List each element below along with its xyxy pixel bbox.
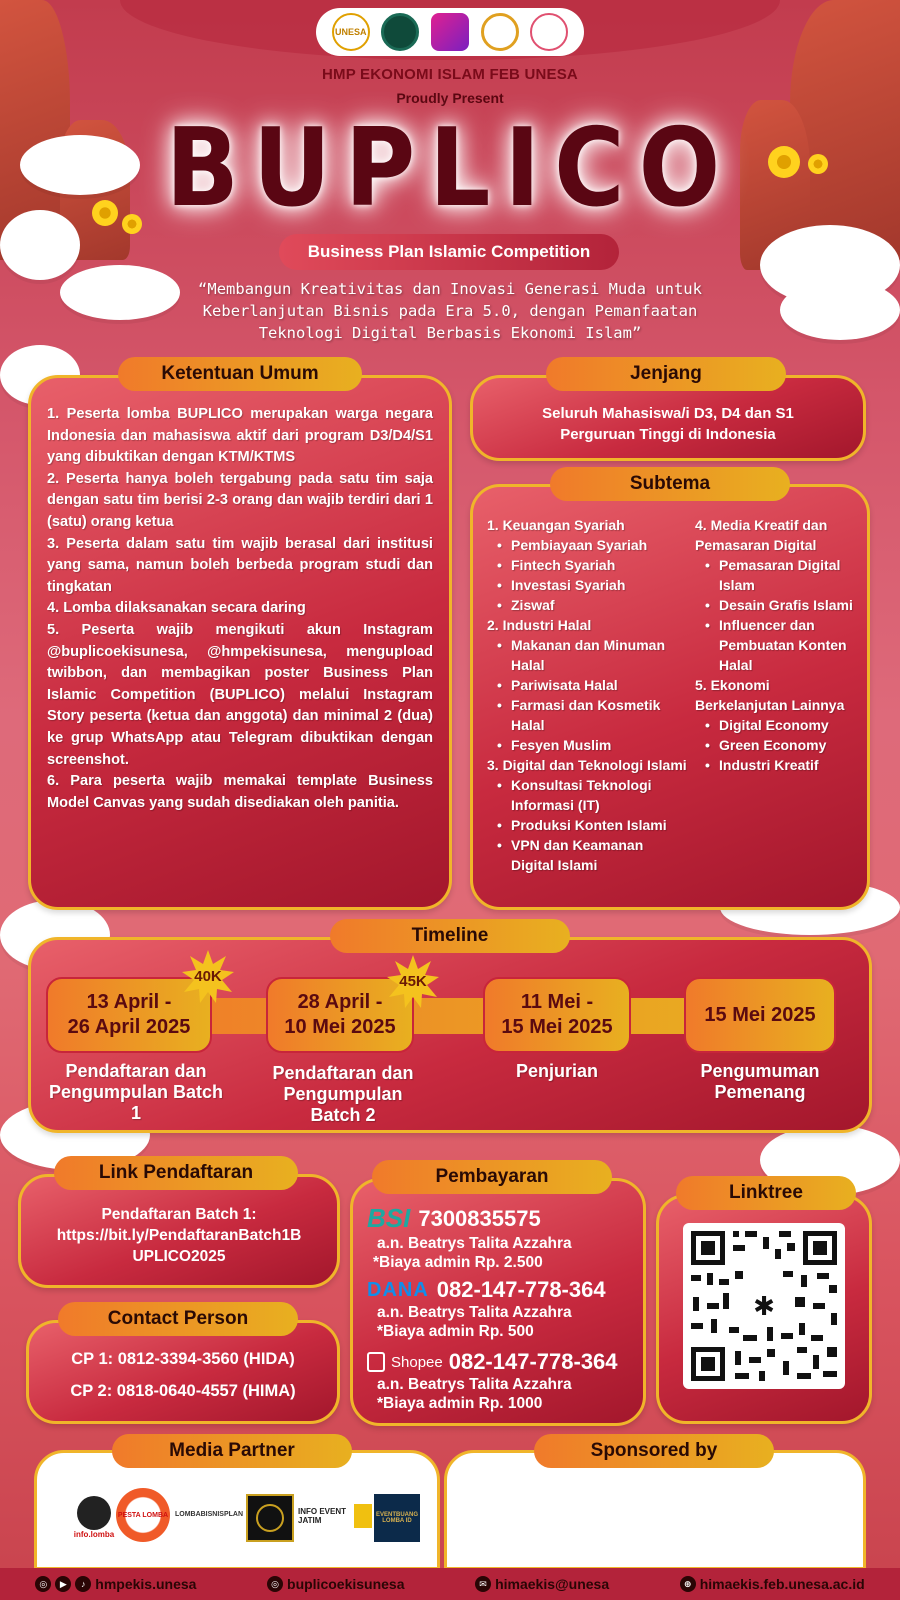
timeline-label: Pendaftaran dan Pengumpulan Batch 2 [272,1063,414,1125]
subtema-item: • Makanan dan Minuman Halal [497,635,687,675]
feb-logo [381,13,419,51]
web-icon: ⊕ [680,1576,696,1592]
linktree-card [656,1194,872,1424]
footer-text: hmpekis.unesa [95,1576,197,1592]
contact-phone[interactable]: CP 1: 0812-3394-3560 (HIDA) [71,1350,295,1368]
subtema-heading: 2. Industri Halal [487,617,592,633]
rule-item: 1. Peserta lomba BUPLICO merupakan warga negara Indonesia dan mahasiswa aktif dari program D3/D4/S1 yang dibuktikan dengan KTM/KTMS [47,406,433,466]
partner-logo-pestalomba: PESTA LOMBA [116,1488,170,1542]
qr-code-graphic [683,1223,845,1389]
logo-bar [316,8,584,56]
subtema-item: • Ziswaf [497,595,687,615]
footer-item[interactable] [475,1576,609,1592]
contact-text [29,1343,337,1407]
partner-logo-gold [246,1494,294,1542]
payment-fee: *Biaya admin Rp. 500 [377,1323,534,1340]
ketentuan-card [28,375,452,910]
footer-item[interactable] [35,1576,196,1592]
hmp-logo [481,13,519,51]
subtema-title: Subtema [550,467,790,501]
subtema-card [470,484,870,910]
payment-title: Pembayaran [372,1160,612,1194]
payment-number: 082-147-778-364 [436,1277,606,1302]
timeline-date-box [684,977,836,1053]
proudly-present: Proudly Present [396,90,504,106]
price-badge [180,948,236,1004]
contact-phone[interactable]: CP 2: 0818-0640-4557 (HIMA) [70,1382,296,1400]
footer-text: buplicoekisunesa [287,1576,405,1592]
tiktok-icon: ♪ [75,1576,91,1592]
event-title: BUPLICO [165,105,735,231]
linktree-title: Linktree [676,1176,856,1210]
subtema-item: • Digital Economy [705,715,855,735]
event-subtitle: Business Plan Islamic Competition [279,234,619,270]
subtema-item: • Industri Kreatif [705,755,855,775]
media-partner-title: Media Partner [112,1434,352,1468]
cloud [780,280,900,340]
payment-name: a.n. Beatrys Talita Azzahra [377,1304,572,1321]
instagram-icon: ◎ [267,1576,283,1592]
shopee-icon [367,1352,385,1372]
partner-logo-infoeventjatim: INFO EVENT JATIM [298,1504,372,1528]
payment-method [367,1203,637,1272]
timeline-date: 13 April - [86,991,172,1013]
sponsor-card [444,1450,866,1570]
payment-fee: *Biaya admin Rp. 1000 [377,1395,543,1412]
timeline-date: 28 April - [297,991,383,1013]
jenjang-line: Seluruh Mahasiswa/i D3, D4 dan S1 [542,405,794,422]
subtema-heading: 3. Digital dan Teknologi Islami [487,757,687,773]
payment-card [350,1178,646,1426]
timeline-date: 10 Mei 2025 [284,1016,396,1038]
payment-name: a.n. Beatrys Talita Azzahra [377,1376,572,1393]
footer-item[interactable] [680,1576,865,1592]
contact-title: Contact Person [58,1302,298,1336]
bsi-logo: BSI [367,1203,411,1233]
timeline-label: Penjurian [515,1061,599,1081]
partner-logo-lombabisnisplan: LOMBABISNISPLAN [174,1510,244,1518]
instagram-icon: ◎ [35,1576,51,1592]
timeline-label: Pendaftaran dan Pengumpulan Batch 1 [48,1061,223,1123]
subtema-item: • Farmasi dan Kosmetik Halal [497,695,687,735]
price-badge [385,953,441,1009]
subtema-item: • Green Economy [705,735,855,755]
jenjang-line: Perguruan Tinggi di Indonesia [560,426,776,443]
rule-item: 6. Para peserta wajib memakai template Business Model Canvas yang sudah disediakan oleh panitia. [47,773,433,811]
link-text [21,1204,337,1267]
subtema-item: • Konsultasi Teknologi Informasi (IT) [497,775,687,815]
subtema-heading: 5. Ekonomi Berkelanjutan Lainnya [695,677,845,713]
link-card [18,1174,340,1288]
subtema-heading: 1. Keuangan Syariah [487,517,625,533]
subtema-item: • Pembiayaan Syariah [497,535,687,555]
ketentuan-title: Ketentuan Umum [118,357,362,391]
buplico-logo [530,13,568,51]
svg-text:✱: ✱ [753,1292,775,1322]
link-label: Pendaftaran Batch 1: [101,1206,257,1223]
price-text: 40K [194,967,222,985]
subtema-item: • VPN dan Keamanan Digital Islami [497,835,687,875]
subtema-item: • Desain Grafis Islami [705,595,855,615]
subtema-col-2 [695,515,855,775]
subtema-item: • Investasi Syariah [497,575,687,595]
footer-item[interactable] [267,1576,404,1592]
subtema-heading: 4. Media Kreatif dan Pemasaran Digital [695,517,828,553]
partner-logo-eventbuang: EVENTBUANG LOMBA ID [374,1494,420,1542]
ekonomi-islam-logo [431,13,469,51]
jenjang-text [473,403,863,445]
youtube-icon: ▶ [55,1576,71,1592]
timeline-label: Pengumuman Pemenang [700,1061,820,1102]
ketentuan-rules [47,404,433,814]
rule-item: 2. Peserta hanya boleh tergabung pada satu tim saja dengan satu tim berisi 2-3 orang dan wajib terdiri dari 1 (satu) orang ketua [47,470,433,530]
subtema-item: • Fesyen Muslim [497,735,687,755]
timeline-date-box [483,977,631,1053]
timeline-date: 15 Mei 2025 [501,1016,613,1038]
timeline-title: Timeline [330,919,570,953]
payment-fee: *Biaya admin Rp. 2.500 [373,1254,543,1271]
sponsor-title: Sponsored by [534,1434,774,1468]
partner-logo-infolomba: info.lomba [74,1494,114,1540]
timeline-date: 11 Mei - [520,991,594,1013]
subtema-item: • Influencer dan Pembuatan Konten Halal [705,615,855,675]
registration-link[interactable]: UPLICO2025 [132,1248,226,1265]
payment-name: a.n. Beatrys Talita Azzahra [377,1235,572,1252]
organizer: HMP EKONOMI ISLAM FEB UNESA [322,66,578,83]
email-icon: ✉ [475,1576,491,1592]
event-tagline: “Membangun Kreativitas dan Inovasi Generasi Muda untuk Keberlanjutan Bisnis pada Era 5.0, dengan Pemanfaatan Teknologi Digital Berbasis Ekonomi Islam” [198,280,702,342]
payment-method [367,1277,643,1341]
dana-logo: DANA [367,1278,429,1301]
rule-item: 3. Peserta dalam satu tim wajib berasal dari institusi yang sama, namun boleh berbeda program studi dan tingkatan [47,535,433,595]
rule-item: 4. Lomba dilaksanakan secara daring [47,600,306,617]
rule-item: 5. Peserta wajib mengikuti akun Instagram @buplicoekisunesa, @hmpekisunesa, mengupload twibbon, dan membagikan poster Business Plan Islamic Competition (BUPLICO) melalui Instagram Story peserta (ketua dan anggota) dan minimal 2 (dua) ke grup WhatsApp atau Telegram dibuktikan dengan screenshot. [47,621,433,768]
linktree-qr-code[interactable] [683,1223,845,1389]
registration-link[interactable]: https://bit.ly/PendaftaranBatch1B [56,1227,302,1244]
subtema-item: • Pariwisata Halal [497,675,687,695]
footer [0,1568,900,1600]
link-title: Link Pendaftaran [54,1156,298,1190]
timeline-date: 15 Mei 2025 [704,1003,816,1026]
subtema-item: • Fintech Syariah [497,555,687,575]
jenjang-title: Jenjang [546,357,786,391]
shopee-logo: Shopee [391,1353,443,1371]
payment-method [367,1349,643,1413]
footer-text: himaekis.feb.unesa.ac.id [699,1576,865,1592]
subtema-item: • Pemasaran Digital Islam [705,555,855,595]
price-text: 45K [399,972,427,990]
subtema-item: • Produksi Konten Islami [497,815,687,835]
payment-number: 082-147-778-364 [448,1349,618,1374]
footer-text: himaekis@unesa [495,1576,610,1592]
timeline-date: 26 April 2025 [67,1016,191,1038]
unesa-logo: UNESA [332,13,370,51]
subtema-col-1 [487,515,687,875]
payment-number: 7300835575 [418,1205,541,1231]
